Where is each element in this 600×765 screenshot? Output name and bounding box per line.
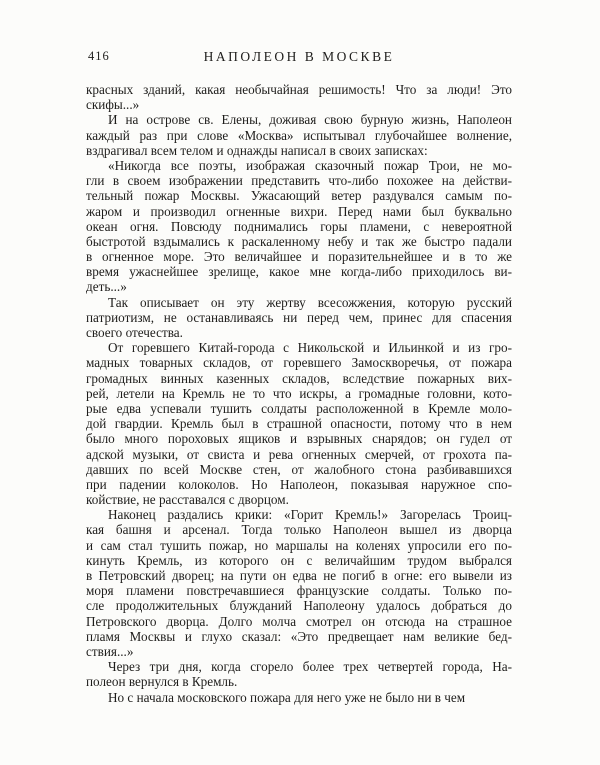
text-line: мадных товарных складов, от горевшего Замоскворечья, от пожара <box>86 355 512 371</box>
text-line: рей, летели на Кремль не то что искры, а громадные головни, кото- <box>86 385 512 401</box>
text-line: И на острове св. Елены, доживая свою бурную жизнь, Наполеон <box>108 112 512 128</box>
page-number: 416 <box>88 49 110 63</box>
text-line: было много пороховых ящиков и взрывных снарядов; он гудел от <box>86 431 512 447</box>
text-line: Но с начала московского пожара для него уже не было ни в чем <box>108 689 466 705</box>
text-line: красных зданий, какая необычайная решимость! Что за люди! Это <box>86 82 512 97</box>
text-line: при падении колоколов. Но Наполеон, показывая наружное спо- <box>86 476 512 492</box>
text-line: время ужаснейшее зрелище, какое мне когда-либо приходилось ви- <box>86 264 512 280</box>
paragraph <box>86 659 512 689</box>
text-line: быстротой вздымались к раскаленному небу и так же быстро падали <box>86 233 512 249</box>
paragraph <box>86 507 512 659</box>
text-line: адской музыки, от свиста и рева огненных смерчей, от грохота па- <box>86 446 512 462</box>
text-line: тельный пожар Москвы. Ужасающий ветер раздувался самым по- <box>86 188 512 204</box>
text-line: кая башня и арсенал. Тогда только Наполеон вышел из дворца <box>86 522 512 538</box>
text-line: вздрагивал всем телом и однажды написал в своих записках: <box>86 142 428 158</box>
text-line: рые едва успевали тушить солдаты расположенной в Кремле моло- <box>86 400 512 416</box>
text-line: в огненное море. Это величайшее и поразительнейшее и в то же <box>86 249 512 265</box>
text-line: кинуть Кремль, из которого он с величайшим трудом выбрался <box>86 552 512 568</box>
paragraph <box>86 82 512 112</box>
text-line: ствия...» <box>86 643 134 659</box>
text-line: своего отечества. <box>86 325 183 340</box>
text-line: и сам стал тушить пожар, но маршалы на коленях упросили его по- <box>86 537 512 553</box>
text-line: деть...» <box>86 279 127 295</box>
text-line: патриотизм, не останавливаясь ни перед чем, принес для спасения <box>86 309 512 325</box>
paragraph <box>86 340 512 507</box>
text-line: «Никогда все поэты, изображая сказочный пожар Трои, не мо- <box>108 157 512 173</box>
text-line: Петровского дворца. Долго молча смотрел он отсюда на страшное <box>86 613 512 629</box>
text-line: жаром и производил огненные вихри. Перед нами был буквально <box>86 203 512 219</box>
text-line: пламя Москвы и глухо сказал: «Это предвещает нам великие бед- <box>86 628 512 644</box>
text-line: каждый раз при слове «Москва» испытывал глубочайшее волнение, <box>86 127 512 143</box>
text-line: в Петровский дворец; на пути он едва не погиб в огне: его вывели из <box>86 568 512 583</box>
text-line: давших по всей Москве стен, от жалобного стона разбивавшихся <box>86 461 512 477</box>
text-line: сле продолжительных блужданий Наполеону удалось добраться до <box>86 598 512 614</box>
page-body <box>86 82 512 705</box>
text-line: моря пламени повстречавшиеся французские солдаты. Только по- <box>86 583 512 599</box>
text-line: Наконец раздались крики: «Горит Кремль!» Загорелась Троиц- <box>108 507 512 523</box>
text-line: гли в своем изображении представить что-либо похожее на действи- <box>86 173 512 189</box>
paragraph <box>86 112 512 158</box>
paragraph <box>86 295 512 341</box>
text-line: Так описывает он эту жертву всесожжения, которую русский <box>108 294 512 310</box>
text-line: Через три дня, когда сгорело более трех четвертей города, На- <box>108 659 512 675</box>
text-line: скифы...» <box>86 97 140 113</box>
running-title: НАПОЛЕОН В МОСКВЕ <box>203 49 395 64</box>
text-line: дой гвардии. Кремль был в страшной опасности, потому что в нем <box>86 416 512 432</box>
page-header <box>86 49 512 65</box>
paragraph <box>86 158 512 295</box>
text-line: океан огня. Повсюду поднимались горы пламени, с невероятной <box>86 218 512 234</box>
text-line: полеон вернулся в Кремль. <box>86 674 238 690</box>
text-line: громадных винных казенных складов, вследствие пожарных вих- <box>86 370 512 386</box>
text-line: От горевшего Китай-города с Никольской и Ильинкой и из гро- <box>108 340 512 356</box>
paragraph <box>86 690 512 705</box>
text-line: койствие, не расставался с дворцом. <box>86 492 289 508</box>
